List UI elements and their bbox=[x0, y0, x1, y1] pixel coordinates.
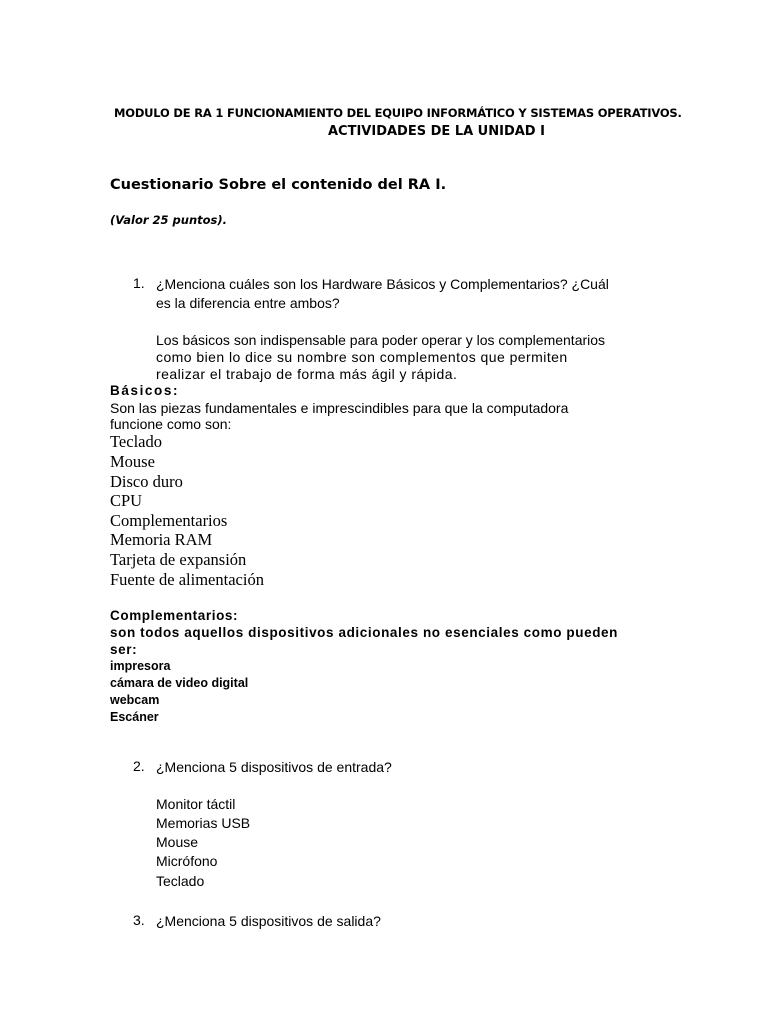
question-text: es la diferencia entre ambos? bbox=[156, 295, 340, 311]
list-item: Micrófono bbox=[156, 853, 218, 869]
answer-text: Los básicos son indispensable para poder operar y los complementarios bbox=[156, 332, 606, 348]
section-description: son todos aquellos dispositivos adicionales no esenciales como pueden bbox=[110, 625, 619, 640]
question-text: ¿Menciona 5 dispositivos de salida? bbox=[156, 913, 381, 929]
list-item: Monitor táctil bbox=[156, 796, 236, 812]
list-item: Tarjeta de expansión bbox=[110, 550, 247, 569]
section-description: funcione como son: bbox=[110, 416, 232, 432]
list-item: Mouse bbox=[156, 834, 199, 850]
list-item: Memorias USB bbox=[156, 815, 251, 831]
answer-text: como bien lo dice su nombre son complementos que permiten bbox=[156, 349, 568, 365]
answer-text: realizar el trabajo de forma más ágil y rápida. bbox=[156, 366, 458, 382]
question-number: 3. bbox=[133, 912, 145, 928]
list-item: Mouse bbox=[110, 452, 155, 471]
list-item: CPU bbox=[110, 491, 143, 510]
question-number: 1. bbox=[133, 275, 145, 291]
section-description: ser: bbox=[110, 642, 138, 657]
list-item: Complementarios bbox=[110, 511, 228, 530]
list-item: impresora bbox=[110, 659, 171, 673]
list-item: webcam bbox=[110, 693, 160, 707]
value-note: (Valor 25 puntos). bbox=[110, 213, 228, 227]
section-heading: Básicos: bbox=[110, 383, 180, 398]
list-item: Memoria RAM bbox=[110, 530, 213, 549]
question-number: 2. bbox=[133, 758, 145, 774]
question-text: ¿Menciona 5 dispositivos de entrada? bbox=[156, 759, 392, 775]
module-title: MODULO DE RA 1 FUNCIONAMIENTO DEL EQUIPO INFORMÁTICO Y SISTEMAS OPERATIVOS. bbox=[114, 106, 682, 120]
section-heading: Complementarios: bbox=[110, 608, 239, 623]
list-item: cámara de video digital bbox=[110, 676, 249, 690]
list-item: Teclado bbox=[156, 873, 205, 889]
question-text: ¿Menciona cuáles son los Hardware Básicos y Complementarios? ¿Cuál bbox=[156, 276, 609, 292]
unit-title: ACTIVIDADES DE LA UNIDAD I bbox=[328, 124, 545, 139]
list-item: Disco duro bbox=[110, 472, 183, 491]
section-description: Son las piezas fundamentales e imprescindibles para que la computadora bbox=[110, 400, 569, 416]
quiz-title: Cuestionario Sobre el contenido del RA I. bbox=[110, 177, 447, 193]
list-item: Escáner bbox=[110, 710, 159, 724]
list-item: Teclado bbox=[110, 432, 162, 451]
list-item: Fuente de alimentación bbox=[110, 570, 264, 589]
